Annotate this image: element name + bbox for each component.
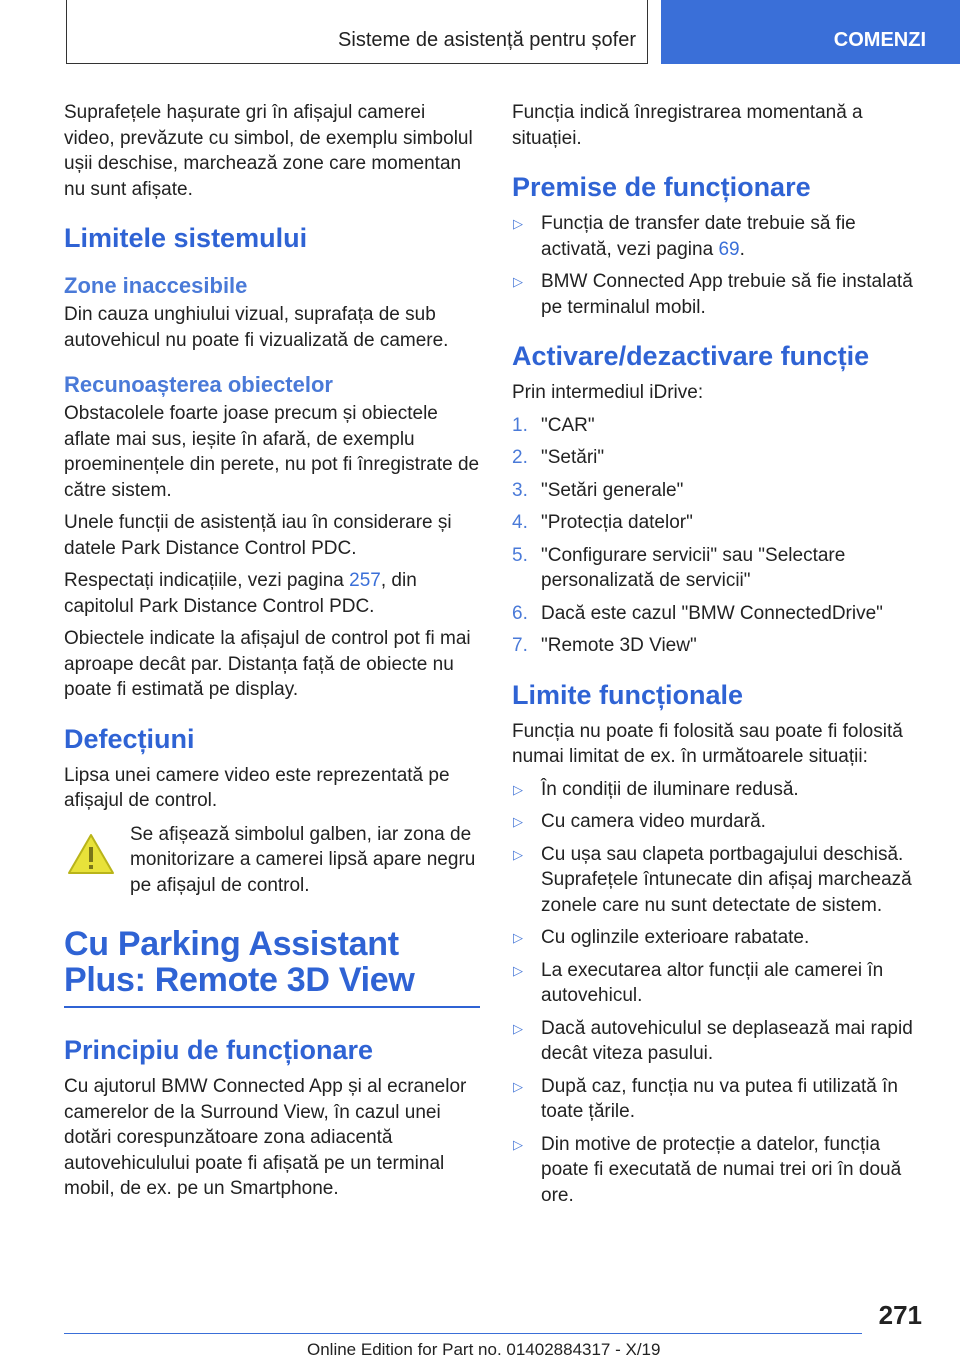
step-text: "Remote 3D View" [541,635,697,656]
prereq-list [512,211,922,320]
list-item: ▷ Cu camera video murdară. [512,809,922,835]
step-number: 6. [512,602,528,624]
step-item [512,601,922,627]
limits-list [512,777,922,1209]
triangle-bullet-icon: ▷ [513,1078,523,1094]
page-link-69[interactable]: 69 [718,238,740,260]
list-item: ▷ La executarea altor funcții ale camerei în autovehicul. [513,959,884,1006]
paragraph: Obiectele indicate la afișajul de control pot fi mai aproape decât par. Distanța față de obiecte nu poate fi estimată pe display. [64,628,471,700]
step-text: "Protecția datelor" [541,512,693,533]
step-text: Dacă este cazul "BMW ConnectedDrive" [541,602,883,624]
paragraph: Prin intermediul iDrive: [512,382,704,403]
step-number: 5. [512,544,528,566]
page-link-257[interactable]: 257 [349,570,381,591]
warning-box [64,822,480,899]
triangle-bullet-icon: ▷ [513,1020,523,1036]
step-number: 3. [512,479,528,501]
paragraph: Unele funcții de asistență iau în considerare și datele Park Distance Control PDC. [64,512,452,559]
paragraph: Din cauza unghiului vizual, suprafața de sub autovehicul nu poate fi vizualizată de camere. [64,304,449,351]
heading-activate: Activare/dezactivare funcție [512,341,870,371]
step-item [512,543,922,594]
heading-faults: Defecțiuni [64,723,195,754]
step-number: 2. [512,447,528,468]
list-item: ▷ După caz, funcția nu va putea fi utilizată în toate țările. [513,1075,898,1122]
step-text: "Setări generale" [541,479,684,501]
footer-edition: Online Edition for Part no. 01402884317 - X/19 [307,1340,661,1359]
subheading-object-recognition: Recunoașterea obiectelor [64,372,333,397]
step-item [512,478,922,504]
subheading-inaccessible-zones: Zone inaccesibile [64,273,248,298]
heading-system-limits: Limitele sistemului [64,223,308,253]
triangle-bullet-icon: ▷ [513,274,523,289]
title-rule [64,1006,480,1008]
list-item: ▷ Cu ușa sau clapeta portbagajului deschisă. Suprafețele întunecate din afișaj marchează zonele care nu sunt detectate de sistem. [513,843,912,916]
list-item: ▷ Din motive de protecție a datelor, funcția poate fi executată de numai trei ori în două ore. [513,1133,902,1206]
step-item [512,510,922,536]
paragraph: Cu ajutorul BMW Connected App și al ecranelor camerelor de la Surround View, în cazul unei dotări corespunzătoare zona adiacentă autovehiculului poate fi afișată pe un terminal mobil, de ex. pe un Smartphone. [64,1076,467,1199]
step-text: "Configurare servicii" sau "Selectare personalizată de servicii" [541,544,846,591]
warning-text: Se afișează simbolul galben, iar zona de monitorizare a camerei lipsă apare negru pe afișajul de control. [130,823,476,896]
paragraph: Obstacolele foarte joase precum și obiectele aflate mai sus, ieșite în afară, de exemplu proeminențele din perete, nu pot fi înregistrate de către sistem. [64,403,480,501]
triangle-bullet-icon: ▷ [513,216,523,231]
paragraph: Suprafețele hașurate gri în afișajul camerei video, prevăzute cu simbol, de exemplu simbolul ușii deschise, marchează zone care momentan nu sunt afișate. [64,102,473,200]
left-column [64,100,480,1209]
list-item: ▷ Dacă autovehiculul se deplasează mai rapid decât viteza pasului. [513,1017,913,1064]
heading-function-limits: Limite funcționale [512,679,744,710]
list-item: ▷ BMW Connected App trebuie să fie instalată pe terminalul mobil. [513,271,913,318]
heading-prerequisites: Premise de funcționare [512,172,811,202]
right-column [512,100,922,1215]
step-text: "CAR" [541,414,595,436]
list-item: ▷ În condiții de iluminare redusă. [512,777,922,803]
chapter-title: Cu Parking Assistant Plus: Remote 3D View [64,925,415,999]
step-text: "Setări" [541,447,605,468]
list-item: ▷ Cu oglinzile exterioare rabatate. [512,925,922,951]
section-title: Sisteme de asistență pentru șofer [338,29,636,51]
triangle-bullet-icon: ▷ [513,814,523,829]
list-item: ▷ Funcția de transfer date trebuie să fie activată, vezi pagina 69. [513,213,856,260]
triangle-bullet-icon: ▷ [513,930,523,945]
step-item [512,445,922,471]
footer-rule [64,1333,862,1334]
step-item [512,413,922,439]
warning-triangle-icon [66,832,116,876]
tab-label: COMENZI [833,29,926,51]
page-number: 271 [878,1300,922,1330]
step-number: 1. [512,414,528,436]
paragraph: Funcția nu poate fi folosită sau poate fi folosită numai limitat de ex. în următoarele situații: [512,720,903,767]
paragraph: Lipsa unei camere video este reprezentată pe afișajul de control. [64,764,450,811]
step-number: 7. [512,635,528,656]
paragraph: Respectați indicațiile, vezi pagina 257, din capitolul Park Distance Control PDC. [64,570,417,617]
triangle-bullet-icon: ▷ [513,1136,523,1152]
triangle-bullet-icon: ▷ [513,781,523,797]
triangle-bullet-icon: ▷ [513,846,523,862]
heading-principle: Principiu de funcționare [64,1035,374,1065]
triangle-bullet-icon: ▷ [513,962,523,978]
tab-comenzi[interactable] [661,0,960,64]
step-item [512,633,922,659]
steps-list [512,413,922,659]
paragraph: Funcția indică înregistrarea momentană a situației. [512,102,863,149]
step-number: 4. [512,512,528,533]
